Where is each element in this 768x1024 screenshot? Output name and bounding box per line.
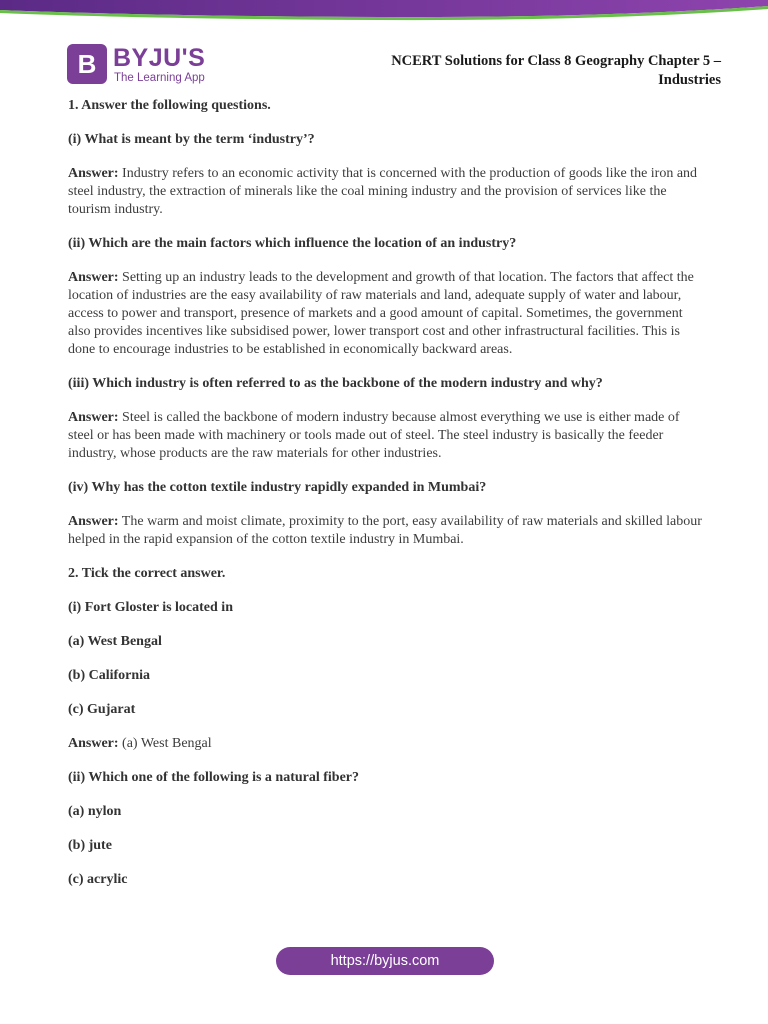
mcq-1-answer	[68, 735, 704, 753]
answer-4	[68, 513, 704, 549]
answer-2	[68, 269, 704, 359]
mcq-2-option-c: (c) acrylic	[68, 872, 128, 887]
answer-text: Setting up an industry leads to the development and growth of that location. The factors that affect the location of industries are the easy availability of raw materials and land, adequate supply of water and labour, access to power and transport, presence of markets and a good amount of capital. Sometimes, the government also provides incentives like subsidised power, lower transport cost and other infrastructural facilities. This is done to encourage industries to be established in economically backward areas.	[68, 270, 694, 357]
answer-text: Steel is called the backbone of modern industry because almost everything we use is either made of steel or has been made with machinery or tools made out of steel. The steel industry is basically the feeder industry, whose products are the raw materials for other industries.	[68, 410, 680, 461]
section-heading-1: 1. Answer the following questions.	[68, 98, 271, 113]
logo-name: BYJU'S	[113, 44, 206, 72]
answer-label: Answer:	[68, 410, 119, 425]
byjus-logo	[67, 44, 237, 88]
logo-letter: B	[77, 49, 97, 79]
mcq-2-option-a: (a) nylon	[68, 804, 122, 819]
document-title-line2: Industries	[658, 72, 721, 88]
question-3: (iii) Which industry is often referred to as the backbone of the modern industry and why?	[68, 376, 603, 391]
document-title-line1: NCERT Solutions for Class 8 Geography Chapter 5 –	[391, 53, 721, 69]
answer-label: Answer:	[68, 514, 119, 529]
mcq-2-question: (ii) Which one of the following is a natural fiber?	[68, 770, 360, 785]
mcq-1-question: (i) Fort Gloster is located in	[68, 600, 233, 615]
top-decorative-band	[0, 0, 768, 22]
mcq-2-option-b: (b) jute	[68, 838, 112, 853]
logo-tagline: The Learning App	[114, 72, 205, 84]
question-1: (i) What is meant by the term ‘industry’?	[68, 132, 315, 147]
mcq-1-option-b: (b) California	[68, 668, 151, 683]
answer-text: Industry refers to an economic activity that is concerned with the production of goods like the iron and steel industry, the extraction of minerals like the coal mining industry and the provision of services like the tourism industry.	[68, 166, 698, 217]
question-4: (iv) Why has the cotton textile industry rapidly expanded in Mumbai?	[68, 480, 487, 495]
document-title	[361, 52, 721, 90]
mcq-1-option-c: (c) Gujarat	[68, 702, 136, 717]
answer-label: Answer:	[68, 270, 119, 285]
answer-3	[68, 409, 704, 463]
answer-1	[68, 165, 704, 219]
answer-text: (a) West Bengal	[122, 736, 212, 751]
question-2: (ii) Which are the main factors which influence the location of an industry?	[68, 236, 517, 251]
mcq-1-option-a: (a) West Bengal	[68, 634, 162, 649]
answer-label: Answer:	[68, 166, 119, 181]
footer-url-link[interactable]: https://byjus.com	[276, 947, 494, 975]
answer-text: The warm and moist climate, proximity to the port, easy availability of raw materials and skilled labour helped in the rapid expansion of the cotton textile industry in Mumbai.	[68, 514, 702, 547]
section-heading-2: 2. Tick the correct answer.	[68, 566, 226, 581]
document-body	[68, 97, 704, 905]
answer-label: Answer:	[68, 736, 119, 751]
